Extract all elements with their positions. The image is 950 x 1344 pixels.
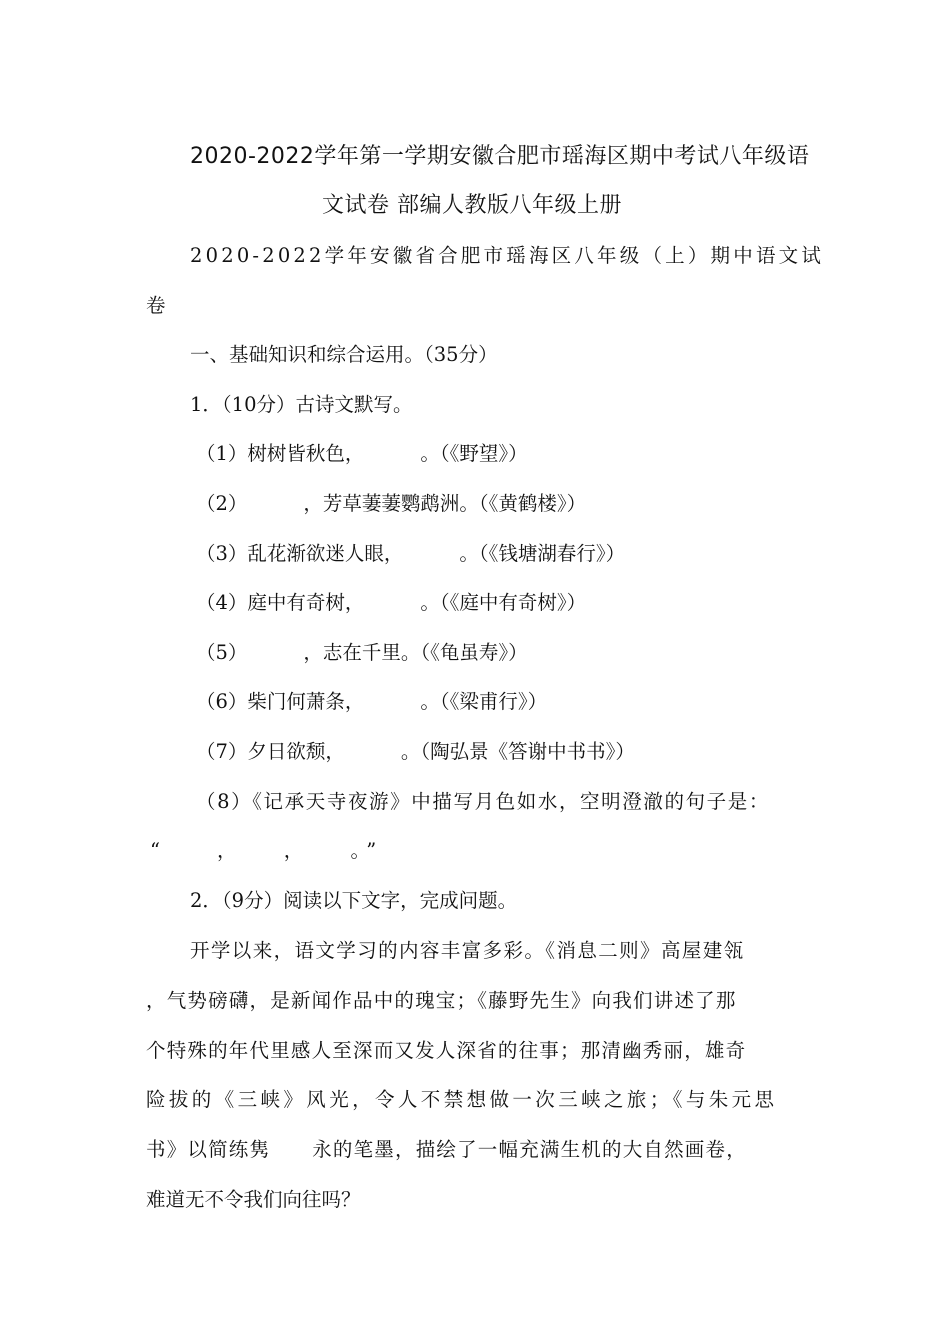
q1-item-4-text: （4）庭中有奇树， (196, 591, 365, 614)
exam-subtitle-line-1: 2020-2022学年安徽省合肥市瑶海区八年级（上）期中语文试 (190, 244, 825, 267)
q1-item-8-line-1: （8）《记承天寺夜游》中描写月色如水，空明澄澈的句子是： (196, 790, 770, 813)
q1-item-2-source: ，芳草萋萋鹦鹉洲。（《黄鹤楼》） (303, 492, 587, 515)
q1-item-4-source: 。（《庭中有奇树》） (420, 591, 587, 614)
passage-line-2: ，气势磅礴，是新闻作品中的瑰宝；《藤野先生》向我们讲述了那 (146, 989, 737, 1012)
section-heading: 一、基础知识和综合运用。（35分） (190, 343, 498, 366)
q1-item-6 (196, 686, 547, 714)
q1-item-5-source: ，志在千里。（《龟虽寿》） (303, 641, 528, 664)
q1-item-5 (196, 637, 528, 665)
document-title-line-1: 2020-2022学年第一学期安徽合肥市瑶海区期中考试八年级语 (190, 144, 810, 169)
passage-line-6: 难道无不令我们向往吗？ (146, 1188, 361, 1211)
q1-item-2-text: （2） (196, 492, 248, 515)
q1-item-6-text: （6）柴门何萧条， (196, 690, 365, 713)
passage-line-5-end: 永的笔墨，描绘了一幅充满生机的大自然画卷， (312, 1138, 747, 1161)
q1-item-3 (196, 538, 625, 566)
passage-line-5 (146, 1134, 747, 1162)
question-2-heading: 2．（9分）阅读以下文字，完成问题。 (190, 889, 518, 912)
q1-item-1-text: （1）树树皆秋色， (196, 442, 365, 465)
q1-item-5-text: （5） (196, 641, 248, 664)
passage-line-1: 开学以来，语文学习的内容丰富多彩。《消息二则》高屋建瓴 (190, 939, 745, 962)
passage-line-4: 险拔的《三峡》风光，令人不禁想做一次三峡之旅；《与朱元思 (146, 1088, 778, 1111)
question-1-heading: 1．（10分）古诗文默写。 (190, 393, 413, 416)
passage-line-3: 个特殊的年代里感人至深而又发人深省的往事；那清幽秀丽，雄奇 (146, 1039, 747, 1062)
q1-item-7 (196, 736, 635, 764)
q1-item-4 (196, 587, 586, 615)
passage-line-5-start: 书》以简练隽 (146, 1138, 271, 1161)
q1-item-1 (196, 438, 528, 466)
q1-item-7-source: 。（陶弘景《答谢中书书》） (400, 740, 635, 763)
q1-item-3-text: （3）乱花渐欲迷人眼， (196, 542, 404, 565)
q1-item-7-text: （7）夕日欲颓， (196, 740, 345, 763)
q1-item-2 (196, 488, 586, 516)
q1-item-1-source: 。（《野望》） (420, 442, 528, 465)
q1-item-3-source: 。（《钱塘湖春行》） (459, 542, 626, 565)
document-title-line-2: 文试卷 部编人教版八年级上册 (322, 193, 622, 218)
q1-item-6-source: 。（《梁甫行》） (420, 690, 548, 713)
q1-item-8-line-2: “ ， ， 。” (150, 839, 383, 862)
exam-subtitle-line-2: 卷 (146, 294, 166, 317)
